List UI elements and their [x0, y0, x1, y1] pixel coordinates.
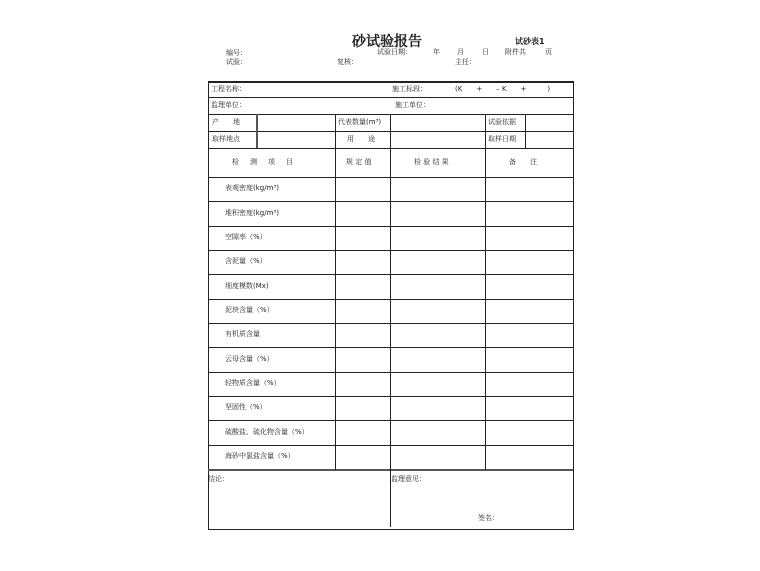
test-item: 有机质含量 [225, 330, 260, 338]
origin-label: 产 地 [212, 118, 240, 126]
test-item: 云母含量（%） [225, 355, 274, 363]
year-label: 年 [433, 48, 440, 56]
month-label: 月 [457, 48, 464, 56]
reviewer-label: 复核： [337, 58, 358, 66]
test-item: 细度模数(Mx) [225, 282, 269, 290]
test-item: 轻物质含量（%） [225, 379, 281, 387]
project-name-label: 工程名称： [211, 85, 246, 93]
basis-label: 试验依据 [488, 118, 516, 126]
test-item: 含泥量（%） [225, 257, 267, 265]
header-item: 检 测 项 目 [232, 158, 295, 166]
quantity-label: 代表数量(m³) [338, 118, 382, 126]
number-label: 编号： [226, 49, 247, 57]
pages-label: 页 [545, 48, 552, 56]
sample-place-label: 取样地点 [212, 135, 240, 143]
sign-label: 签名： [478, 514, 499, 522]
director-label: 主任： [455, 58, 476, 66]
test-item: 海砂中氯盐含量（%） [225, 452, 295, 460]
test-item: 空隙率（%） [225, 233, 267, 241]
conclusion-label: 结论： [208, 475, 229, 483]
test-item: 表观密度(kg/m³) [225, 184, 279, 192]
header-remark: 备 注 [509, 158, 537, 166]
tester-label: 试验： [226, 58, 247, 66]
test-item: 堆积密度(kg/m³) [225, 209, 279, 217]
header-spec: 规 定 值 [346, 158, 372, 166]
section-label: 施工标段： [392, 85, 427, 93]
day-label: 日 [482, 48, 489, 56]
form-number: 试砂表1 [515, 37, 545, 46]
header-result: 检 验 结 果 [414, 158, 449, 166]
test-item: 坚固性（%） [225, 403, 267, 411]
attach-label: 附件共 [505, 48, 526, 56]
supervisor-label: 监理单位： [211, 101, 246, 109]
test-date-label: 试验日期： [377, 48, 412, 56]
report-title: 砂试验报告 [352, 34, 422, 50]
contractor-label: 施工单位： [395, 101, 430, 109]
opinion-label: 监理意见： [391, 475, 426, 483]
sample-date-label: 取样日期 [488, 135, 516, 143]
usage-label: 用 途 [347, 135, 375, 143]
chainage: (K + – K + ) [455, 85, 551, 93]
test-item: 硫酸盐、硫化物含量（%） [225, 428, 309, 436]
test-item: 泥块含量（%） [225, 306, 274, 314]
